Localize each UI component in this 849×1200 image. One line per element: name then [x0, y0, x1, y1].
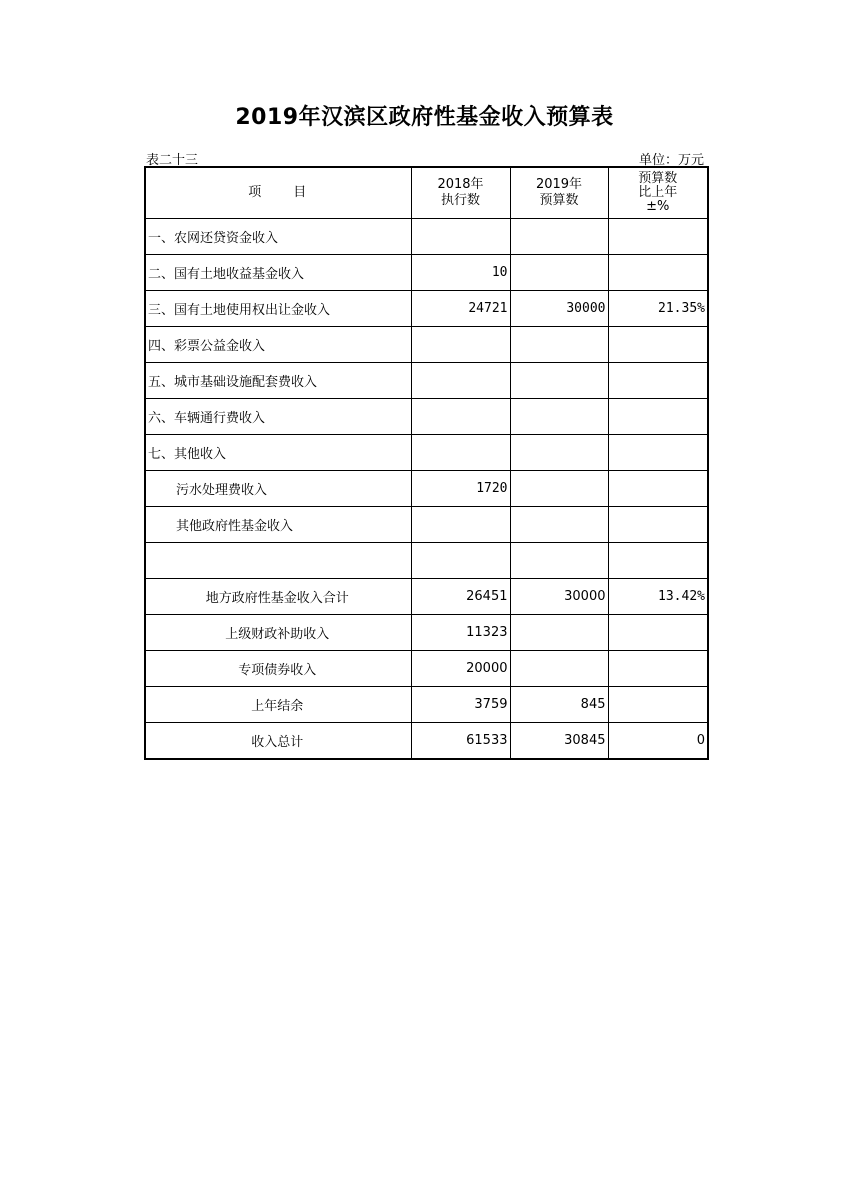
- row-change-percent: 13.42%: [608, 579, 708, 615]
- row-item: 地方政府性基金收入合计: [145, 579, 411, 615]
- row-2019-budget: [510, 435, 608, 471]
- table-row: [145, 291, 708, 327]
- table-row: [145, 327, 708, 363]
- table-row: [145, 579, 708, 615]
- table-row: [145, 543, 708, 579]
- row-change-percent: [608, 327, 708, 363]
- row-2019-budget: 30845: [510, 723, 608, 760]
- row-item: 五、城市基础设施配套费收入: [145, 363, 411, 399]
- row-change-percent: 21.35%: [608, 291, 708, 327]
- row-2019-budget: [510, 255, 608, 291]
- row-2018-actual: [411, 363, 510, 399]
- row-2019-budget: [510, 363, 608, 399]
- row-change-percent: [608, 471, 708, 507]
- row-change-percent: [608, 399, 708, 435]
- table-row: [145, 471, 708, 507]
- table-row: [145, 399, 708, 435]
- table-row: [145, 219, 708, 255]
- header-row: [145, 167, 708, 219]
- row-2019-budget: [510, 651, 608, 687]
- table-row: [145, 435, 708, 471]
- row-2019-budget: [510, 219, 608, 255]
- table-row: [145, 651, 708, 687]
- budget-table: [144, 166, 709, 760]
- row-item: 上年结余: [145, 687, 411, 723]
- row-item: 上级财政补助收入: [145, 615, 411, 651]
- table-row: [145, 687, 708, 723]
- row-2018-actual: [411, 327, 510, 363]
- table-row: [145, 615, 708, 651]
- row-item: 三、国有土地使用权出让金收入: [145, 291, 411, 327]
- row-2019-budget: [510, 543, 608, 579]
- row-2019-budget: [510, 399, 608, 435]
- row-2018-actual: 10: [411, 255, 510, 291]
- row-item: 污水处理费收入: [145, 471, 411, 507]
- row-2019-budget: [510, 507, 608, 543]
- row-item: 其他政府性基金收入: [145, 507, 411, 543]
- header-item: 项 目: [145, 167, 411, 219]
- row-2018-actual: [411, 507, 510, 543]
- row-2019-budget: 30000: [510, 291, 608, 327]
- header-2019-budget: 2019年 预算数: [510, 167, 608, 219]
- table-row: [145, 507, 708, 543]
- row-item: 六、车辆通行费收入: [145, 399, 411, 435]
- row-change-percent: [608, 687, 708, 723]
- row-item: 七、其他收入: [145, 435, 411, 471]
- row-change-percent: [608, 543, 708, 579]
- row-2019-budget: [510, 615, 608, 651]
- row-item: 二、国有土地收益基金收入: [145, 255, 411, 291]
- row-change-percent: [608, 507, 708, 543]
- row-2018-actual: 24721: [411, 291, 510, 327]
- row-change-percent: [608, 363, 708, 399]
- row-2018-actual: 61533: [411, 723, 510, 760]
- row-item: 专项债券收入: [145, 651, 411, 687]
- row-2019-budget: 845: [510, 687, 608, 723]
- row-change-percent: [608, 615, 708, 651]
- table-row: [145, 363, 708, 399]
- row-2019-budget: [510, 471, 608, 507]
- row-item: 收入总计: [145, 723, 411, 760]
- row-2018-actual: 1720: [411, 471, 510, 507]
- table-row: [145, 723, 708, 760]
- row-change-percent: [608, 219, 708, 255]
- row-change-percent: [608, 651, 708, 687]
- table-row: [145, 255, 708, 291]
- row-change-percent: [608, 435, 708, 471]
- row-item: [145, 543, 411, 579]
- row-2018-actual: 3759: [411, 687, 510, 723]
- row-2018-actual: [411, 543, 510, 579]
- unit-label: 单位：万元: [638, 153, 704, 168]
- row-2019-budget: 30000: [510, 579, 608, 615]
- row-2019-budget: [510, 327, 608, 363]
- row-2018-actual: 20000: [411, 651, 510, 687]
- row-item: 四、彩票公益金收入: [145, 327, 411, 363]
- row-2018-actual: 26451: [411, 579, 510, 615]
- row-2018-actual: [411, 219, 510, 255]
- row-2018-actual: [411, 399, 510, 435]
- row-2018-actual: 11323: [411, 615, 510, 651]
- page-title: 2019年汉滨区政府性基金收入预算表: [235, 105, 614, 130]
- row-2018-actual: [411, 435, 510, 471]
- row-item: 一、农网还贷资金收入: [145, 219, 411, 255]
- table-number: 表二十三: [146, 153, 199, 168]
- row-change-percent: [608, 255, 708, 291]
- header-change-percent: 预算数 比上年 ±%: [608, 167, 708, 219]
- header-2018-actual: 2018年 执行数: [411, 167, 510, 219]
- row-change-percent: 0: [608, 723, 708, 760]
